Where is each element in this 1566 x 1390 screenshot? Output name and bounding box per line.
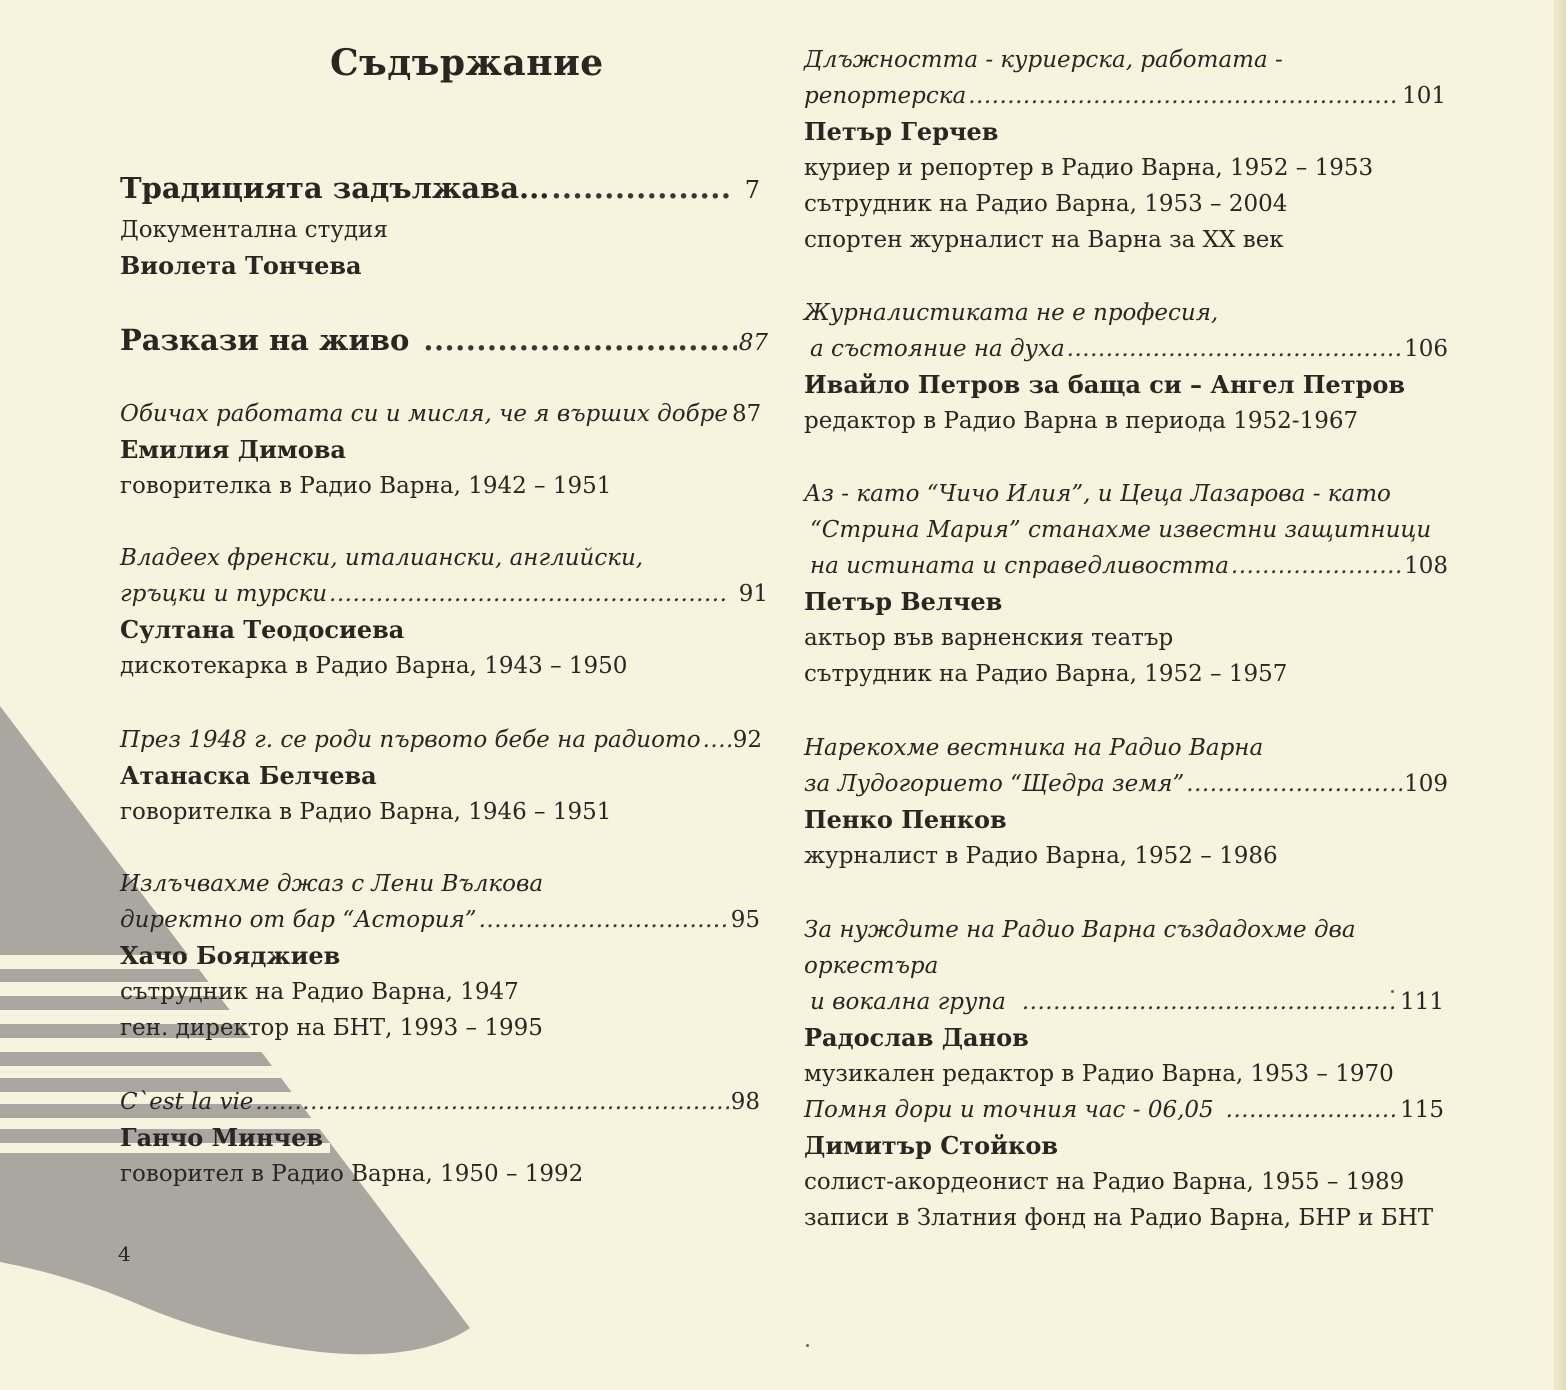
page-title: Съдържание — [330, 42, 604, 84]
entry-role: говорителка в Радио Варна, 1942 – 1951 — [120, 473, 612, 499]
page-ref: 87 — [738, 330, 768, 356]
page-ref: 115 — [1400, 1097, 1444, 1123]
entry-role: говорителка в Радио Варна, 1946 – 1951 — [120, 799, 612, 825]
page-edge — [1554, 0, 1566, 1390]
entry-name: Хачо Бояджиев — [120, 941, 341, 970]
entry-name: Радослав Данов — [804, 1023, 1029, 1052]
entry-role: сътрудник на Радио Варна, 1952 – 1957 — [804, 661, 1288, 687]
entry-title-row — [804, 78, 1446, 114]
leader-dots — [255, 1084, 728, 1120]
entry-role: сътрудник на Радио Варна, 1953 – 2004 — [804, 191, 1288, 217]
entry-name: Димитър Стойков — [804, 1131, 1059, 1160]
entry-title-line: а състояние на духа — [810, 336, 1065, 362]
entry-title-line: Нарекохме вестника на Радио Варна — [804, 735, 1264, 761]
entry-title-line: Владеех френски, италиански, английски, — [120, 545, 644, 571]
leader-dots — [703, 722, 731, 758]
entry-title: C`est la vie — [120, 1089, 254, 1115]
entry-title: Обичах работата си и мисля, че я върших добре — [120, 401, 728, 427]
page-ref: 108 — [1404, 553, 1448, 579]
entry-title-line: Длъжността - куриерска, работата - — [804, 47, 1283, 73]
entry-role: музикален редактор в Радио Варна, 1953 – 1970 — [804, 1061, 1394, 1087]
toc-entry-velchev — [804, 476, 1448, 692]
entry-title: Помня дори и точния час - 06,05 — [804, 1097, 1214, 1123]
entry-name: Пенко Пенков — [804, 805, 1007, 834]
leader-dots — [479, 902, 729, 938]
entry-name: Атанаска Белчева — [120, 761, 377, 790]
entry-name: Емилия Димова — [120, 435, 346, 464]
toc-entry-traditsiyata — [120, 166, 760, 284]
leader-dots — [1186, 766, 1402, 802]
page-ref: 91 — [738, 581, 768, 607]
leader-dots — [1226, 1092, 1398, 1128]
entry-title: Разкази на живо — [120, 323, 410, 357]
leader-dots — [551, 166, 734, 210]
page-ref: 7 — [744, 176, 760, 204]
entry-title-line: директно от бар “Астория” — [120, 907, 477, 933]
entry-role: ген. директор на БНТ, 1993 – 1995 — [120, 1015, 543, 1041]
leader-dots — [329, 576, 725, 612]
print-speck — [1391, 990, 1394, 993]
entry-title-line: на истината и справедливостта — [810, 553, 1229, 579]
entry-title-line: репортерска — [804, 83, 967, 109]
page-ref: 111 — [1400, 989, 1444, 1015]
entry-title-row — [804, 548, 1448, 584]
page-ref: 109 — [1404, 771, 1448, 797]
entry-title-line: За нуждите на Радио Варна създадохме два оркестъра — [804, 917, 1356, 979]
entry-title-row — [120, 396, 760, 432]
leader-dots — [1231, 548, 1402, 584]
entry-title-row — [120, 318, 768, 365]
toc-entry-gerchev — [804, 42, 1446, 258]
entry-role: спортен журналист на Варна за XX век — [804, 227, 1284, 253]
entry-role: куриер и репортер в Радио Варна, 1952 – 1953 — [804, 155, 1374, 181]
entry-title-row — [120, 722, 762, 758]
entry-title-line: Излъчвахме джаз с Лени Вълкова — [120, 871, 544, 897]
entry-title-line: гръцки и турски — [120, 581, 328, 607]
page-ref: 87 — [731, 401, 762, 427]
entry-title-line: и вокална група — [810, 989, 1006, 1015]
toc-entry-petrov — [804, 295, 1448, 439]
entry-title-row — [804, 766, 1448, 802]
page-ref: 95 — [730, 907, 760, 933]
toc-entry-dimova — [120, 396, 760, 504]
entry-title-row — [120, 1084, 760, 1120]
leader-dots — [968, 78, 1400, 114]
entry-role: редактор в Радио Варна в периода 1952-1967 — [804, 408, 1359, 434]
entry-role: говорител в Радио Варна, 1950 – 1992 — [120, 1161, 584, 1187]
leader-dots — [1067, 331, 1402, 367]
page-ref: 98 — [730, 1089, 760, 1115]
entry-title-row — [120, 166, 760, 212]
print-speck — [806, 1344, 809, 1347]
leader-dots — [1022, 984, 1398, 1020]
toc-entry-stoykov — [804, 1092, 1444, 1236]
entry-role: солист-акордеонист на Радио Варна, 1955 – 1989 — [804, 1169, 1405, 1195]
entry-title-row — [120, 902, 760, 938]
page-ref: 106 — [1404, 336, 1448, 362]
toc-entry-minchev — [120, 1084, 760, 1192]
toc-entry-danov — [804, 912, 1444, 1092]
entry-role: дискотекарка в Радио Варна, 1943 – 1950 — [120, 653, 628, 679]
entry-name: Ивайло Петров за баща си – Ангел Петров — [804, 370, 1406, 399]
entry-title: През 1948 г. се роди първото бебе на радиото — [120, 727, 701, 753]
entry-subtitle: Документална студия — [120, 217, 388, 243]
entry-role: записи в Златния фонд на Радио Варна, БНР и БНТ — [804, 1205, 1434, 1231]
page-ref: 101 — [1402, 83, 1446, 109]
entry-role: сътрудник на Радио Варна, 1947 — [120, 979, 519, 1005]
entry-title-line: “Стрина Мария” станахме известни защитници — [810, 517, 1432, 543]
entry-title-row — [804, 1092, 1444, 1128]
page-number: 4 — [118, 1242, 131, 1266]
toc-entry-razkazi — [120, 318, 768, 365]
entry-role: журналист в Радио Варна, 1952 – 1986 — [804, 843, 1278, 869]
leader-dots — [423, 318, 736, 362]
entry-role: актьор във варненския театър — [804, 625, 1174, 651]
entry-title: Традицията задължава... — [120, 171, 550, 205]
entry-title-line: Журналистиката не е професия, — [804, 300, 1219, 326]
toc-entry-penkov — [804, 730, 1448, 874]
toc-entry-teodosieva — [120, 540, 768, 684]
entry-title-line: Аз - като “Чичо Илия”, и Цеца Лазарова - като — [804, 481, 1391, 507]
entry-name: Петър Велчев — [804, 587, 1003, 616]
toc-entry-boyadzhiev — [120, 866, 760, 1046]
entry-title-row — [804, 331, 1448, 367]
entry-title-row — [120, 576, 768, 612]
entry-author: Виолета Тончева — [120, 251, 362, 280]
page-ref: 92 — [732, 727, 762, 753]
entry-name: Петър Герчев — [804, 117, 999, 146]
entry-name: Ганчо Минчев — [120, 1123, 324, 1152]
entry-title-line: за Лудогорието “Щедра земя” — [804, 771, 1185, 797]
entry-name: Султана Теодосиева — [120, 615, 405, 644]
toc-entry-belcheva — [120, 722, 762, 830]
entry-title-row — [804, 984, 1444, 1020]
